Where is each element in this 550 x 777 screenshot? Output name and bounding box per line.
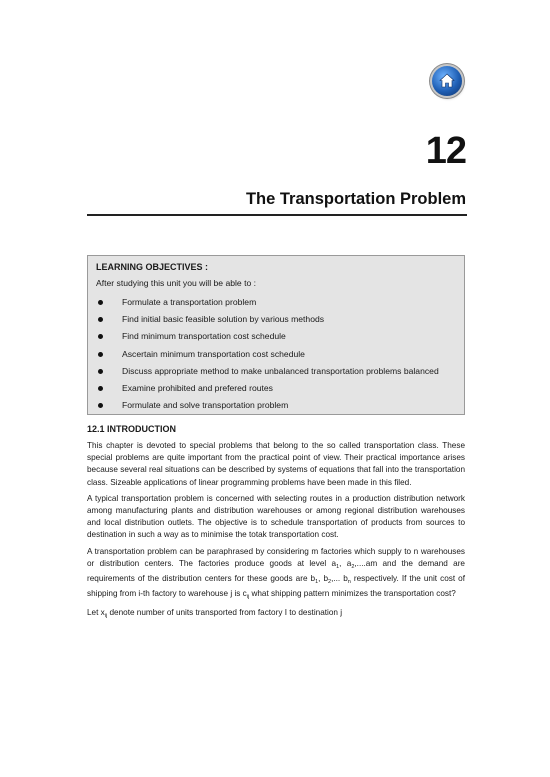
bullet-icon xyxy=(98,334,103,339)
list-item: Ascertain minimum transportation cost schedule xyxy=(96,346,456,363)
chapter-number: 12 xyxy=(425,130,466,172)
home-icon xyxy=(438,72,456,90)
objectives-heading: LEARNING OBJECTIVES : xyxy=(96,262,209,272)
section-content xyxy=(87,440,465,627)
bullet-icon xyxy=(98,403,103,408)
list-item: Find minimum transportation cost schedule xyxy=(96,328,456,345)
bullet-icon xyxy=(98,352,103,357)
list-item: Discuss appropriate method to make unbalanced transportation problems balanced xyxy=(96,363,456,380)
paragraph-2: A typical transportation problem is concerned with selecting routes in a production distribution network among manufacturing plants and distribution warehouses or among regional distribution warehouses and local distribution outlets. The objective is to schedule transportation of products from sources to destination in such a way as to minimise the totak transportation cost. xyxy=(87,493,465,540)
objectives-intro: After studying this unit you will be able to : xyxy=(96,278,257,288)
list-item: Formulate a transportation problem xyxy=(96,294,456,311)
list-item: Examine prohibited and prefered routes xyxy=(96,380,456,397)
paragraph-3: A transportation problem can be paraphrased by considering m factories which supply to n warehouses or distribution centers. The factories produce goods at level $a_1$, $a_2,....am$ and the demand are requirements of the distribution centers for these goods are $b_1$, $b_2$,... $b_n$ respectively. If the unit cost of shipping from i-th factory to warehouse j is $c_{ij}$ what shipping pattern minimizes the transportation cost? xyxy=(87,546,465,601)
bullet-icon xyxy=(98,369,103,374)
bullet-icon xyxy=(98,300,103,305)
home-button[interactable] xyxy=(432,66,462,96)
section-heading: 12.1 INTRODUCTION xyxy=(87,424,177,434)
bullet-icon xyxy=(98,386,103,391)
list-item: Formulate and solve transportation problem xyxy=(96,397,456,414)
title-rule xyxy=(87,214,467,216)
learning-objectives-box xyxy=(87,255,465,415)
paragraph-4: Let $x_{ij}$ denote number of units transported from factory I to destination j xyxy=(87,608,343,620)
paragraph-1: This chapter is devoted to special problems that belong to the so called transportation class. These special problems are quite important from the practical point of view. Their practical importance arises because several real situations can be described by systems of equations that fall into the transportation class. Sizeable applications of linear programming problems have been made in this filed. xyxy=(87,441,465,487)
bullet-icon xyxy=(98,317,103,322)
objectives-list xyxy=(96,294,456,414)
list-item: Find initial basic feasible solution by various methods xyxy=(96,311,456,328)
chapter-title: The Transportation Problem xyxy=(245,190,466,208)
